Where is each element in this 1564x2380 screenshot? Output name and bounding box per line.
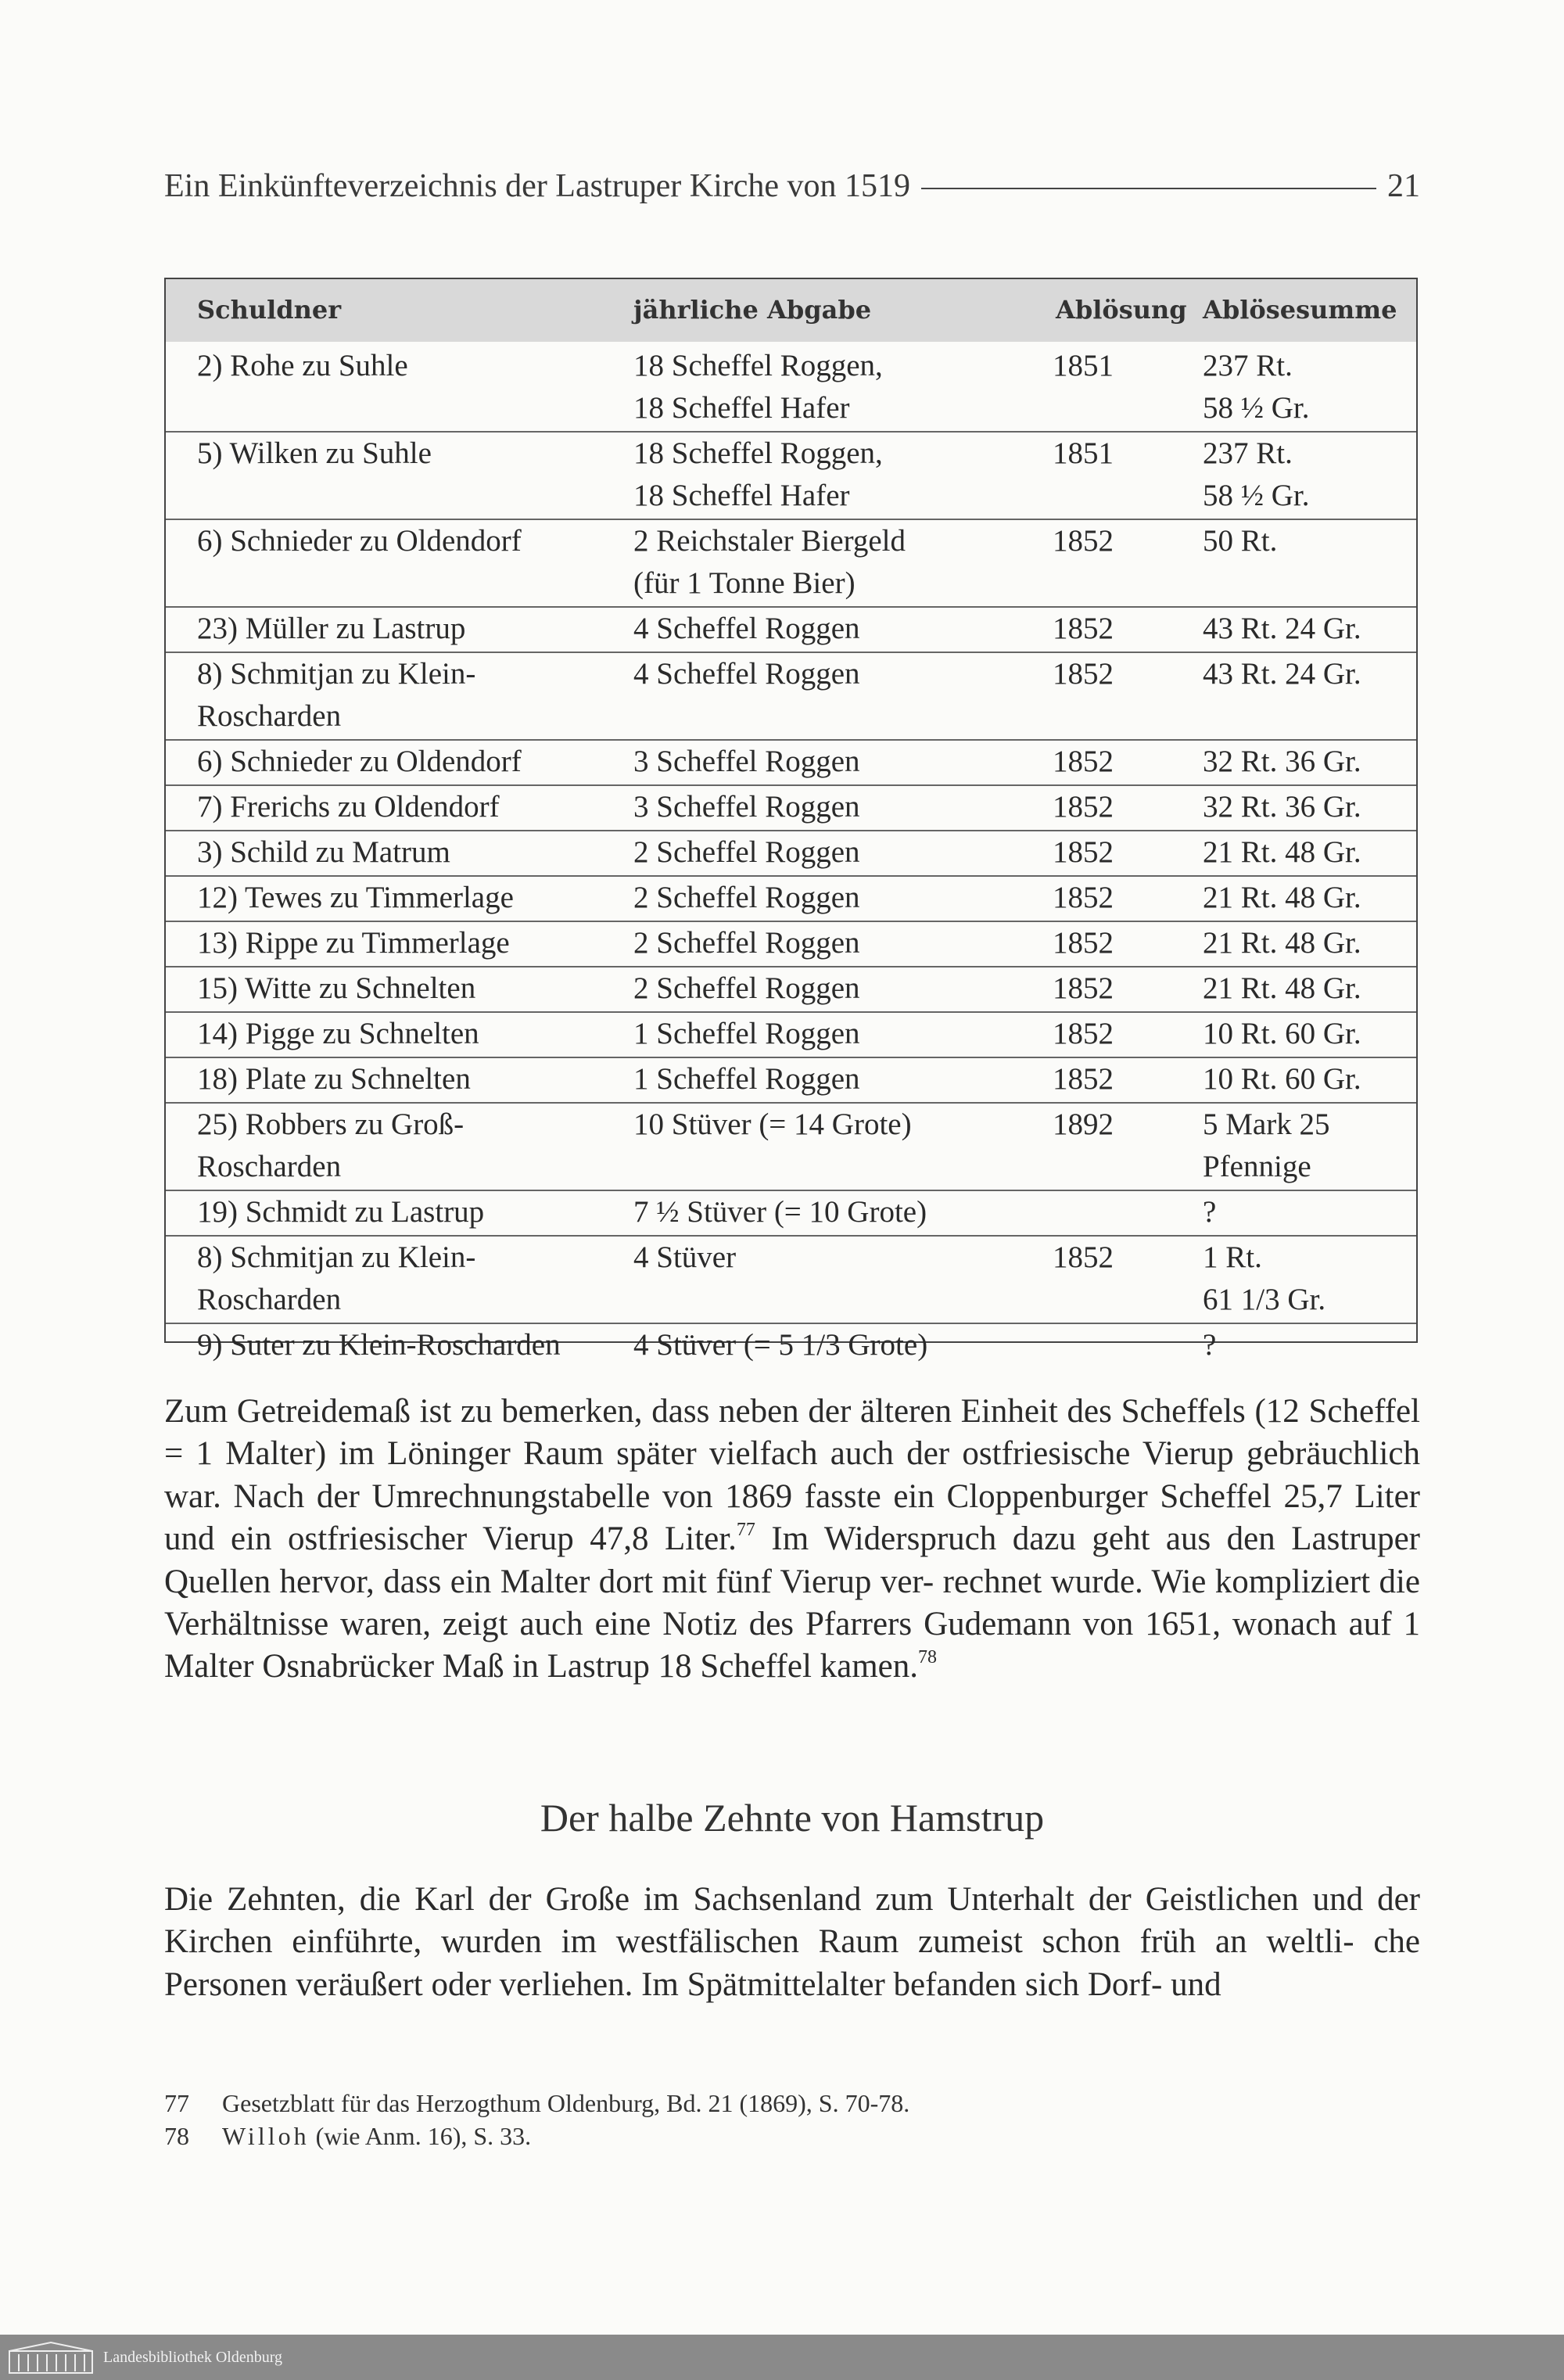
cell-abloesung: 1852 xyxy=(1053,790,1114,824)
cell-abloesesumme-line: 32 Rt. 36 Gr. xyxy=(1203,790,1361,824)
cell-schuldner xyxy=(197,433,432,475)
cell-abgabe xyxy=(633,1191,927,1233)
header-abloesesumme: Ablösesumme xyxy=(1203,295,1397,325)
cell-abloesesumme-line: Pfennige xyxy=(1203,1150,1311,1183)
table-row xyxy=(166,608,1416,653)
cell-abloesesumme-line: 21 Rt. 48 Gr. xyxy=(1203,881,1361,914)
running-head-rule xyxy=(921,188,1376,189)
cell-abloesesumme xyxy=(1203,520,1277,562)
cell-abloesesumme-line: 43 Rt. 24 Gr. xyxy=(1203,657,1361,691)
cell-schuldner-line: Roscharden xyxy=(197,1150,342,1183)
para1-line: gebräuchlich war. Nach der Umrechnungstabelle von 1869 fasste ein Cloppenburger xyxy=(164,1435,1420,1515)
cell-abgabe-line: 2 Reichstaler Biergeld xyxy=(633,524,906,558)
cell-schuldner-line: 13) Rippe zu Timmerlage xyxy=(197,926,510,960)
para1-line: geht aus den Lastruper Quellen hervor, dass ein Malter dort mit fünf Vierup ver- xyxy=(164,1520,1420,1600)
cell-schuldner-line: 2) Rohe zu Suhle xyxy=(197,349,408,382)
running-head-title: Ein Einkünfteverzeichnis der Lastruper Kirche von 1519 xyxy=(164,168,911,204)
footnote-ref-78: 78 xyxy=(918,1647,938,1668)
cell-abloesesumme-line: 237 Rt. xyxy=(1203,436,1293,470)
cell-schuldner-line: 23) Müller zu Lastrup xyxy=(197,612,466,645)
header-schuldner: Schuldner xyxy=(197,295,342,325)
cell-abloesesumme-line: 58 ½ Gr. xyxy=(1203,479,1310,512)
page-number: 21 xyxy=(1387,168,1420,204)
footnote-78 xyxy=(164,2120,1420,2152)
para2-line: der Kirchen einführte, wurden im westfälischen Raum zumeist schon früh an weltli- xyxy=(164,1881,1420,1961)
table-row xyxy=(166,520,1416,608)
table-row xyxy=(166,433,1416,520)
cell-abloesung: 1852 xyxy=(1053,524,1114,558)
cell-abloesung: 1852 xyxy=(1053,657,1114,691)
cell-schuldner xyxy=(197,967,475,1010)
table-row xyxy=(166,922,1416,967)
cell-schuldner-line: 7) Frerichs zu Oldendorf xyxy=(197,790,500,824)
cell-schuldner xyxy=(197,1104,464,1188)
cell-abloesung: 1852 xyxy=(1053,745,1114,778)
payments-table xyxy=(164,278,1418,1362)
footnote-text: Gesetzblatt für das Herzogthum Oldenburg, Bd. 21 (1869), S. 70-78. xyxy=(222,2089,910,2117)
cell-abloesesumme-line: 5 Mark 25 xyxy=(1203,1107,1330,1141)
cell-schuldner xyxy=(197,653,475,738)
cell-abloesesumme-line: 1 Rt. xyxy=(1203,1240,1262,1274)
cell-schuldner-line: 8) Schmitjan zu Klein- xyxy=(197,1240,476,1274)
cell-schuldner xyxy=(197,1058,471,1100)
cell-schuldner-line: 6) Schnieder zu Oldendorf xyxy=(197,524,522,558)
cell-schuldner xyxy=(197,1191,484,1233)
cell-abloesesumme-line: 237 Rt. xyxy=(1203,349,1293,382)
table-row xyxy=(166,786,1416,831)
cell-abloesesumme xyxy=(1203,433,1310,517)
cell-abgabe-line: 1 Scheffel Roggen xyxy=(633,1062,860,1096)
cell-abloesesumme xyxy=(1203,1237,1325,1321)
cell-abloesung: 1852 xyxy=(1053,612,1114,645)
section-heading: Der halbe Zehnte von Hamstrup xyxy=(540,1796,1045,1840)
cell-abloesung: 1852 xyxy=(1053,1062,1114,1096)
cell-abloesesumme-line: 32 Rt. 36 Gr. xyxy=(1203,745,1361,778)
footnote-text: (wie Anm. 16), S. 33. xyxy=(309,2122,532,2150)
table-row xyxy=(166,1324,1416,1368)
cell-abloesesumme xyxy=(1203,967,1361,1010)
cell-abloesung: 1852 xyxy=(1053,881,1114,914)
cell-abloesesumme-line: 50 Rt. xyxy=(1203,524,1278,558)
cell-abgabe-line: (für 1 Tonne Bier) xyxy=(633,566,856,600)
cell-abgabe xyxy=(633,1013,860,1055)
para2-line: che Personen veräußert oder verliehen. Im Spätmittelalter befanden sich Dorf- und xyxy=(164,1923,1420,2003)
cell-schuldner xyxy=(197,608,465,650)
cell-abgabe xyxy=(633,1324,927,1366)
footnote-number: 77 xyxy=(164,2089,189,2117)
cell-abgabe-line: 4 Stüver xyxy=(633,1240,737,1274)
cell-abloesesumme xyxy=(1203,1191,1216,1233)
cell-abgabe-line: 4 Stüver (= 5 1/3 Grote) xyxy=(633,1328,928,1362)
table-row xyxy=(166,877,1416,922)
table-row xyxy=(166,345,1416,433)
cell-abloesesumme-line: 43 Rt. 24 Gr. xyxy=(1203,612,1361,645)
cell-schuldner-line: 19) Schmidt zu Lastrup xyxy=(197,1195,485,1229)
paragraph-getreidemass xyxy=(164,1391,1420,1689)
cell-abgabe xyxy=(633,433,883,517)
table-header xyxy=(166,279,1416,342)
cell-abloesung: 1852 xyxy=(1053,835,1114,869)
cell-schuldner-line: 3) Schild zu Matrum xyxy=(197,835,450,869)
cell-abloesesumme xyxy=(1203,922,1361,964)
cell-schuldner-line: 9) Suter zu Klein-Roscharden xyxy=(197,1328,561,1362)
cell-schuldner xyxy=(197,741,522,783)
cell-schuldner xyxy=(197,877,514,919)
cell-schuldner xyxy=(197,1237,475,1321)
cell-abgabe xyxy=(633,1058,860,1100)
para1-line: Im Widerspruch dazu xyxy=(755,1520,1076,1558)
cell-abgabe-line: 3 Scheffel Roggen xyxy=(633,745,860,778)
cell-abgabe-line: 7 ½ Stüver (= 10 Grote) xyxy=(633,1195,927,1229)
cell-abgabe-line: 18 Scheffel Roggen, xyxy=(633,349,883,382)
footnotes xyxy=(164,2087,1420,2152)
cell-abgabe-line: 2 Scheffel Roggen xyxy=(633,926,860,960)
cell-abloesesumme xyxy=(1203,653,1361,695)
cell-abgabe xyxy=(633,786,860,828)
cell-abgabe-line: 18 Scheffel Hafer xyxy=(633,479,850,512)
library-footer-bar xyxy=(0,2335,1564,2380)
cell-schuldner-line: 14) Pigge zu Schnelten xyxy=(197,1017,479,1050)
cell-schuldner-line: 6) Schnieder zu Oldendorf xyxy=(197,745,522,778)
cell-abloesesumme-line: ? xyxy=(1203,1195,1217,1229)
cell-abloesesumme xyxy=(1203,877,1361,919)
cell-abloesung: 1892 xyxy=(1053,1107,1114,1141)
footnote-author: Willoh xyxy=(222,2122,310,2150)
cell-schuldner-line: 12) Tewes zu Timmerlage xyxy=(197,881,514,914)
cell-abloesesumme xyxy=(1203,741,1361,783)
cell-abgabe xyxy=(633,922,860,964)
table-body xyxy=(166,345,1416,1368)
footnote-77 xyxy=(164,2087,1420,2120)
cell-abgabe xyxy=(633,831,860,874)
cell-abgabe xyxy=(633,1237,736,1279)
cell-abloesesumme xyxy=(1203,345,1310,429)
header-abloesung: Ablösung xyxy=(1056,295,1187,325)
cell-abloesung: 1851 xyxy=(1053,349,1114,382)
cell-abgabe xyxy=(633,741,860,783)
cell-abloesesumme-line: 10 Rt. 60 Gr. xyxy=(1203,1062,1361,1096)
cell-abloesesumme xyxy=(1203,1324,1216,1366)
cell-abloesung: 1852 xyxy=(1053,971,1114,1005)
cell-abloesesumme-line: 21 Rt. 48 Gr. xyxy=(1203,926,1361,960)
table-row xyxy=(166,1191,1416,1237)
cell-schuldner-line: 5) Wilken zu Suhle xyxy=(197,436,432,470)
cell-abgabe xyxy=(633,877,860,919)
cell-schuldner xyxy=(197,520,522,562)
cell-schuldner xyxy=(197,831,450,874)
cell-abloesung: 1852 xyxy=(1053,1017,1114,1050)
cell-abgabe-line: 2 Scheffel Roggen xyxy=(633,971,860,1005)
cell-abloesesumme-line: 21 Rt. 48 Gr. xyxy=(1203,971,1361,1005)
table-row xyxy=(166,1237,1416,1324)
header-abgabe: jährliche Abgabe xyxy=(633,295,872,325)
para1-line: rechnet wurde. Wie kompliziert die Verhältnisse waren, zeigt auch eine Notiz des xyxy=(164,1563,1421,1643)
cell-abloesesumme-line: ? xyxy=(1203,1328,1217,1362)
cell-abgabe-line: 3 Scheffel Roggen xyxy=(633,790,860,824)
table-row xyxy=(166,653,1416,741)
cell-schuldner-line: 25) Robbers zu Groß- xyxy=(197,1107,465,1141)
cell-schuldner-line: 18) Plate zu Schnelten xyxy=(197,1062,471,1096)
cell-abloesung: 1851 xyxy=(1053,436,1114,470)
cell-abgabe-line: 2 Scheffel Roggen xyxy=(633,835,860,869)
cell-schuldner-line: 8) Schmitjan zu Klein- xyxy=(197,657,476,691)
paragraph-zehnten xyxy=(164,1879,1420,2006)
cell-abgabe-line: 1 Scheffel Roggen xyxy=(633,1017,860,1050)
cell-abgabe-line: 10 Stüver (= 14 Grote) xyxy=(633,1107,912,1141)
cell-schuldner xyxy=(197,345,408,387)
cell-abgabe-line: 2 Scheffel Roggen xyxy=(633,881,860,914)
cell-schuldner xyxy=(197,786,500,828)
para1-line: Scheffel 25,7 Liter und ein ostfriesischer Vierup 47,8 Liter. xyxy=(164,1477,1420,1558)
cell-abgabe xyxy=(633,967,860,1010)
library-name: Landesbibliothek Oldenburg xyxy=(103,2348,283,2366)
para1-line: Scheffel kamen. xyxy=(700,1648,919,1685)
para1-line: Scheffel = 1 Malter) im Löninger Raum später vielfach auch der ostfriesische Vierup xyxy=(164,1393,1420,1473)
table-row xyxy=(166,1058,1416,1104)
cell-abloesesumme xyxy=(1203,608,1361,650)
cell-abloesesumme-line: 58 ½ Gr. xyxy=(1203,391,1310,425)
table-row xyxy=(166,1013,1416,1058)
cell-abgabe-line: 18 Scheffel Roggen, xyxy=(633,436,883,470)
library-building-icon xyxy=(8,2340,94,2375)
para1-line: Pfarrers Gudemann von 1651, wonach auf 1 Malter Osnabrücker Maß in Lastrup 18 xyxy=(164,1606,1421,1685)
footnote-number: 78 xyxy=(164,2122,189,2150)
running-head xyxy=(164,163,1420,210)
table-row xyxy=(166,831,1416,877)
cell-abloesesumme xyxy=(1203,831,1361,874)
cell-abgabe xyxy=(633,608,860,650)
cell-schuldner xyxy=(197,922,510,964)
cell-abloesesumme xyxy=(1203,786,1361,828)
para1-line: Zum Getreidemaß ist zu bemerken, dass neben der älteren Einheit des Scheffels (12 xyxy=(164,1393,1300,1430)
cell-abloesung: 1852 xyxy=(1053,1240,1114,1274)
cell-abgabe xyxy=(633,520,906,605)
para2-line: Die Zehnten, die Karl der Große im Sachsenland zum Unterhalt der Geistlichen und xyxy=(164,1881,1364,1918)
cell-abgabe xyxy=(633,1104,912,1146)
cell-abloesesumme xyxy=(1203,1104,1329,1188)
cell-schuldner-line: 15) Witte zu Schnelten xyxy=(197,971,476,1005)
cell-abloesesumme-line: 21 Rt. 48 Gr. xyxy=(1203,835,1361,869)
cell-schuldner-line: Roscharden xyxy=(197,699,342,733)
cell-abloesung: 1852 xyxy=(1053,926,1114,960)
cell-abgabe xyxy=(633,345,883,429)
cell-abgabe-line: 4 Scheffel Roggen xyxy=(633,657,860,691)
cell-schuldner xyxy=(197,1013,479,1055)
cell-abloesesumme xyxy=(1203,1013,1361,1055)
cell-abloesesumme xyxy=(1203,1058,1361,1100)
footnote-ref-77: 77 xyxy=(736,1520,755,1541)
cell-abgabe xyxy=(633,653,860,695)
cell-schuldner-line: Roscharden xyxy=(197,1283,342,1316)
cell-abloesesumme-line: 10 Rt. 60 Gr. xyxy=(1203,1017,1361,1050)
cell-abloesesumme-line: 61 1/3 Gr. xyxy=(1203,1283,1326,1316)
cell-schuldner xyxy=(197,1324,561,1366)
table-row xyxy=(166,741,1416,786)
table-row xyxy=(166,967,1416,1013)
cell-abgabe-line: 4 Scheffel Roggen xyxy=(633,612,860,645)
table-row xyxy=(166,1104,1416,1191)
cell-abgabe-line: 18 Scheffel Hafer xyxy=(633,391,850,425)
